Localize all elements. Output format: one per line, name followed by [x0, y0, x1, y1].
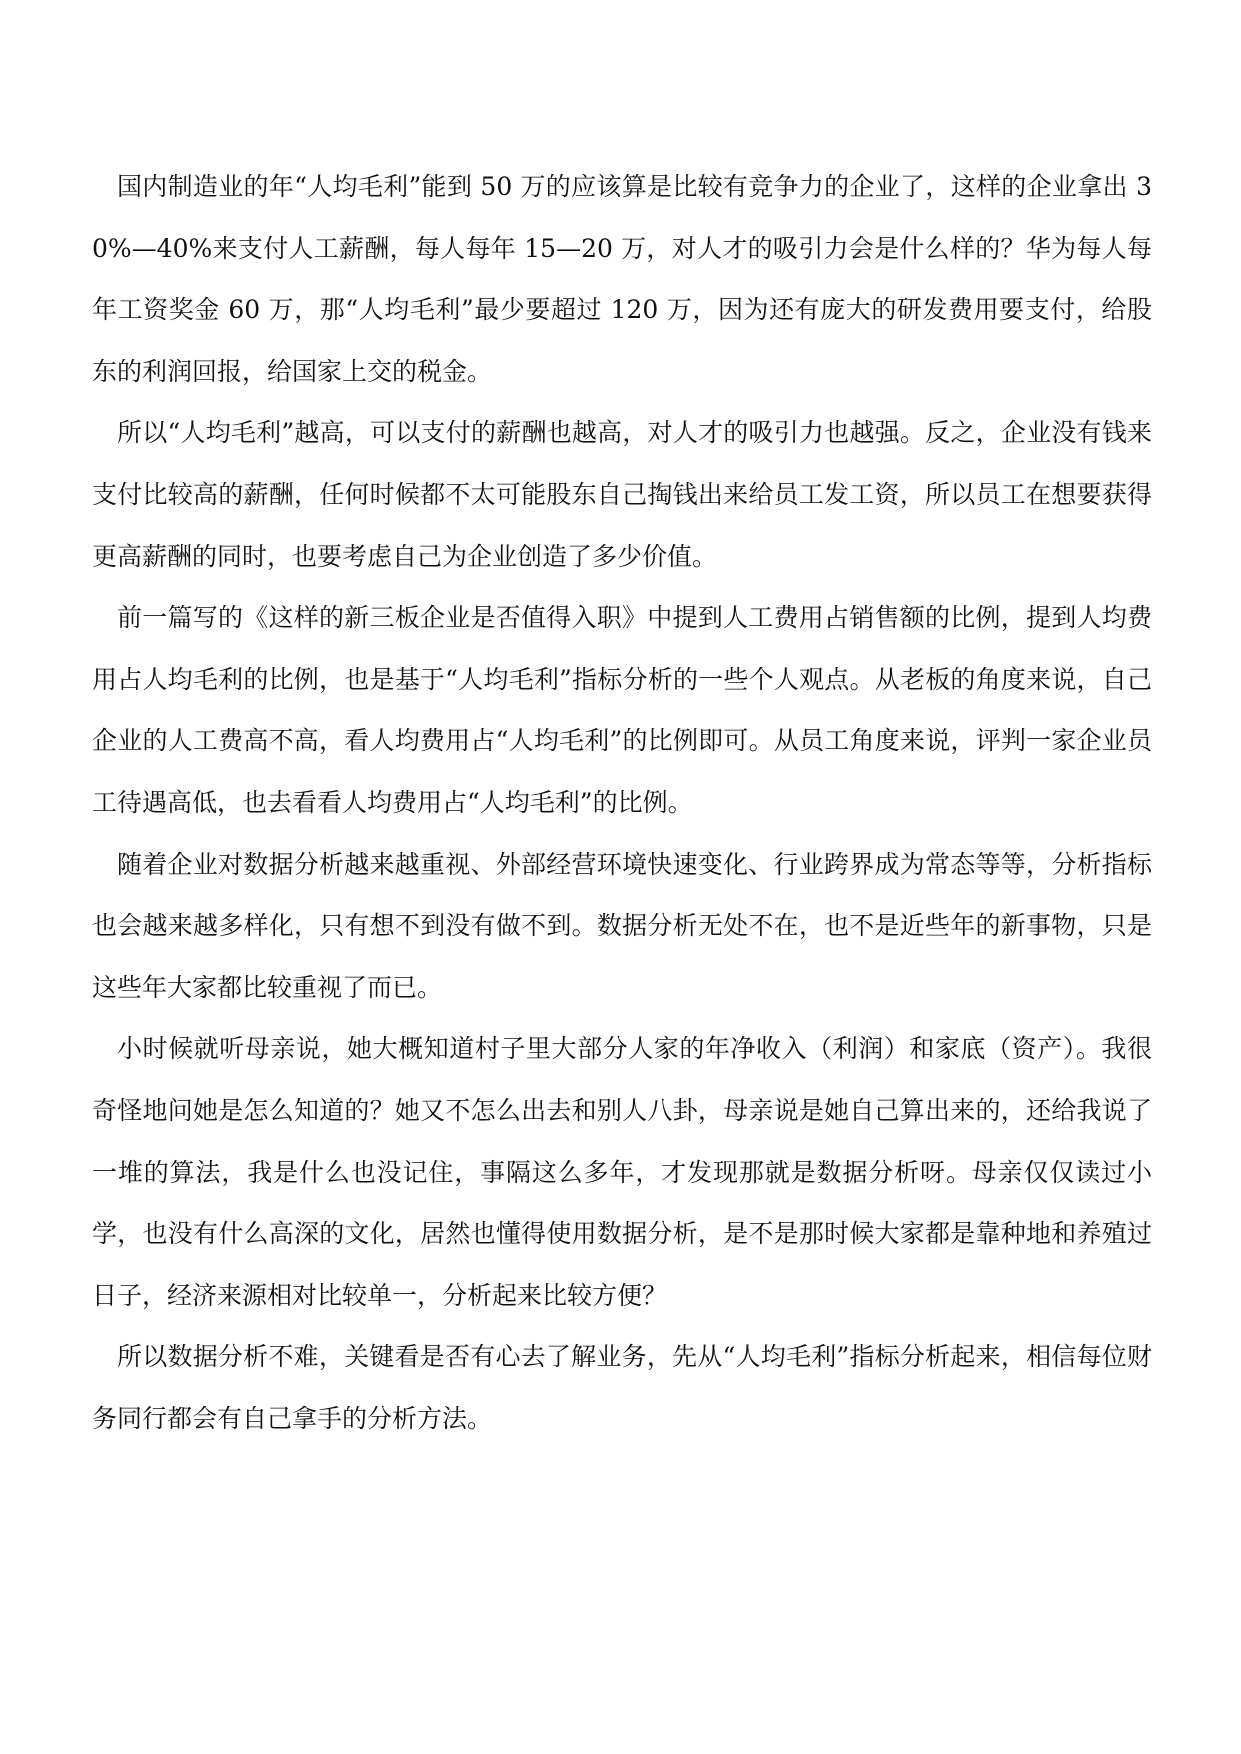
- paragraph-5: 小时候就听母亲说，她大概知道村子里大部分人家的年净收入（利润）和家底（资产）。我很奇怪地问她是怎么知道的？她又不怎么出去和别人八卦，母亲说是她自己算出来的，还给我说了一堆的算法，我是什么也没记住，事隔这么多年，才发现那就是数据分析呀。母亲仅仅读过小学，也没有什么高深的文化，居然也懂得使用数据分析，是不是那时候大家都是靠种地和养殖过日子，经济来源相对比较单一，分析起来比较方便？: [92, 1034, 1152, 1310]
- paragraph-1: 国内制造业的年“人均毛利”能到 50 万的应该算是比较有竞争力的企业了，这样的企业拿出 30%—40%来支付人工薪酬，每人每年 15—20 万，对人才的吸引力会是什么样的？华为每人每年工资奖金 60 万，那“人均毛利”最少要超过 120 万，因为还有庞大的研发费用要支付，给股东的利润回报，给国家上交的税金。: [92, 172, 1152, 386]
- paragraph-3: 前一篇写的《这样的新三板企业是否值得入职》中提到人工费用占销售额的比例，提到人均费用占人均毛利的比例，也是基于“人均毛利”指标分析的一些个人观点。从老板的角度来说，自己企业的人工费高不高，看人均费用占“人均毛利”的比例即可。从员工角度来说，评判一家企业员工待遇高低，也去看看人均费用占“人均毛利”的比例。: [92, 603, 1152, 817]
- paragraph-6: 所以数据分析不难，关键看是否有心去了解业务，先从“人均毛利”指标分析起来，相信每位财务同行都会有自己拿手的分析方法。: [92, 1342, 1152, 1433]
- article-body: [92, 156, 1152, 1449]
- paragraph-2: 所以“人均毛利”越高，可以支付的薪酬也越高，对人才的吸引力也越强。反之，企业没有钱来支付比较高的薪酬，任何时候都不太可能股东自己掏钱出来给员工发工资，所以员工在想要获得更高薪酬的同时，也要考虑自己为企业创造了多少价值。: [92, 418, 1152, 571]
- paragraph-4: 随着企业对数据分析越来越重视、外部经营环境快速变化、行业跨界成为常态等等，分析指标也会越来越多样化，只有想不到没有做不到。数据分析无处不在，也不是近些年的新事物，只是这些年大家都比较重视了而已。: [92, 849, 1152, 1002]
